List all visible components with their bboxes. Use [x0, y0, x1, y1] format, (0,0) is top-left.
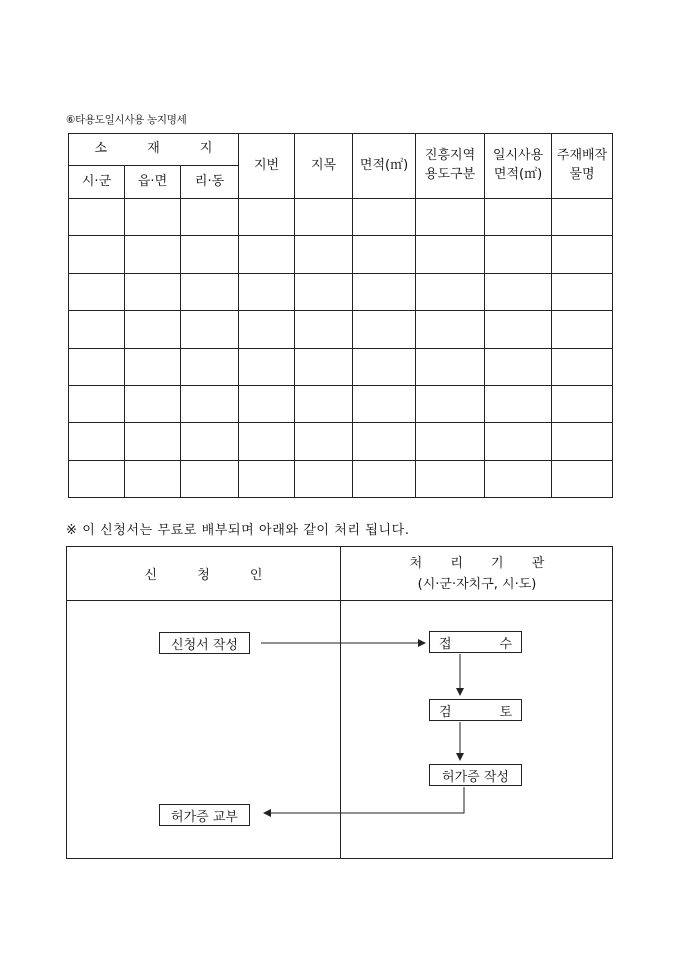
table-cell[interactable] — [239, 273, 295, 310]
table-cell[interactable] — [353, 348, 416, 385]
step-write-application-label: 신청서 작성 — [171, 637, 238, 653]
table-cell[interactable] — [485, 460, 552, 497]
arrow-permit-to-issue — [264, 787, 464, 813]
table-cell[interactable] — [485, 311, 552, 348]
table-cell[interactable] — [69, 273, 125, 310]
table-cell[interactable] — [181, 423, 239, 460]
table-row — [69, 423, 613, 460]
agency-header-title: 처 리 기 관 — [409, 555, 557, 571]
col-header-temporary-use-area: 일시사용 면적(㎡) — [485, 134, 552, 199]
sub-header-town-township: 읍·면 — [125, 166, 181, 199]
table-cell[interactable] — [295, 311, 353, 348]
table-cell[interactable] — [125, 460, 181, 497]
table-cell[interactable] — [181, 236, 239, 273]
table-cell[interactable] — [552, 385, 613, 422]
agency-header-subtitle: (시·군·자치구, 시·도) — [417, 576, 537, 592]
table-cell[interactable] — [295, 460, 353, 497]
table-row — [69, 236, 613, 273]
table-cell[interactable] — [69, 423, 125, 460]
table-cell[interactable] — [239, 423, 295, 460]
table-cell[interactable] — [125, 348, 181, 385]
table-cell[interactable] — [416, 460, 485, 497]
applicant-header: 신 청 인 — [144, 568, 281, 583]
table-cell[interactable] — [485, 273, 552, 310]
table-row — [69, 460, 613, 497]
table-row — [69, 311, 613, 348]
table-cell[interactable] — [353, 311, 416, 348]
step-review-right: 토 — [499, 704, 512, 720]
table-cell[interactable] — [416, 311, 485, 348]
form-caption: ⑥타용도일시사용 농지명세 — [66, 114, 187, 126]
col-header-promotion-zone: 진흥지역 용도구분 — [416, 134, 485, 199]
table-cell[interactable] — [295, 385, 353, 422]
table-cell[interactable] — [353, 423, 416, 460]
table-cell[interactable] — [125, 236, 181, 273]
table-cell[interactable] — [69, 236, 125, 273]
col-header-main-crop: 주재배작 물명 — [552, 134, 613, 199]
table-cell[interactable] — [485, 385, 552, 422]
table-row — [69, 273, 613, 310]
table-cell[interactable] — [239, 311, 295, 348]
table-cell[interactable] — [125, 423, 181, 460]
table-cell[interactable] — [353, 460, 416, 497]
table-cell[interactable] — [69, 460, 125, 497]
table-cell[interactable] — [181, 385, 239, 422]
col-header-area: 면적(㎡) — [353, 134, 416, 199]
table-row — [69, 199, 613, 236]
step-write-permit-label: 허가증 작성 — [442, 769, 509, 785]
table-cell[interactable] — [125, 311, 181, 348]
location-group-header: 소 재 지 — [69, 134, 239, 166]
table-cell[interactable] — [181, 348, 239, 385]
col-header-land-category: 지목 — [295, 134, 353, 199]
table-cell[interactable] — [181, 460, 239, 497]
table-cell[interactable] — [552, 236, 613, 273]
table-cell[interactable] — [416, 273, 485, 310]
table-cell[interactable] — [239, 236, 295, 273]
table-cell[interactable] — [552, 199, 613, 236]
step-receipt-left: 접 — [439, 636, 452, 652]
table-cell[interactable] — [552, 423, 613, 460]
table-cell[interactable] — [181, 311, 239, 348]
table-cell[interactable] — [69, 199, 125, 236]
table-cell[interactable] — [416, 348, 485, 385]
table-cell[interactable] — [125, 273, 181, 310]
table-cell[interactable] — [125, 385, 181, 422]
table-cell[interactable] — [69, 385, 125, 422]
table-cell[interactable] — [353, 273, 416, 310]
table-cell[interactable] — [353, 385, 416, 422]
table-cell[interactable] — [295, 273, 353, 310]
table-cell[interactable] — [485, 423, 552, 460]
table-cell[interactable] — [416, 199, 485, 236]
table-cell[interactable] — [552, 460, 613, 497]
sub-header-village: 리·동 — [181, 166, 239, 199]
table-cell[interactable] — [69, 311, 125, 348]
flow-arrows — [67, 547, 614, 860]
step-issue-permit-label: 허가증 교부 — [171, 809, 238, 825]
table-cell[interactable] — [485, 236, 552, 273]
table-cell[interactable] — [295, 348, 353, 385]
step-receipt-right: 수 — [499, 636, 512, 652]
table-cell[interactable] — [416, 423, 485, 460]
table-cell[interactable] — [552, 273, 613, 310]
sub-header-city-county: 시·군 — [69, 166, 125, 199]
table-cell[interactable] — [485, 348, 552, 385]
table-cell[interactable] — [69, 348, 125, 385]
table-cell[interactable] — [353, 236, 416, 273]
processing-flow-table — [66, 546, 613, 859]
table-cell[interactable] — [181, 199, 239, 236]
table-cell[interactable] — [239, 199, 295, 236]
table-cell[interactable] — [485, 199, 552, 236]
notice-text: ※ 이 신청서는 무료로 배부되며 아래와 같이 처리 됩니다. — [66, 523, 410, 538]
table-cell[interactable] — [295, 236, 353, 273]
table-cell[interactable] — [239, 460, 295, 497]
table-cell[interactable] — [295, 199, 353, 236]
table-cell[interactable] — [239, 385, 295, 422]
table-cell[interactable] — [416, 385, 485, 422]
col-header-lot-number: 지번 — [239, 134, 295, 199]
table-cell[interactable] — [552, 311, 613, 348]
table-row — [69, 348, 613, 385]
table-cell[interactable] — [295, 423, 353, 460]
table-cell[interactable] — [552, 348, 613, 385]
table-cell[interactable] — [181, 273, 239, 310]
table-row — [69, 385, 613, 422]
table-cell[interactable] — [125, 199, 181, 236]
step-review-left: 검 — [439, 704, 452, 720]
table-cell[interactable] — [239, 348, 295, 385]
table-cell[interactable] — [416, 236, 485, 273]
farmland-details-table — [68, 133, 613, 498]
table-cell[interactable] — [353, 199, 416, 236]
